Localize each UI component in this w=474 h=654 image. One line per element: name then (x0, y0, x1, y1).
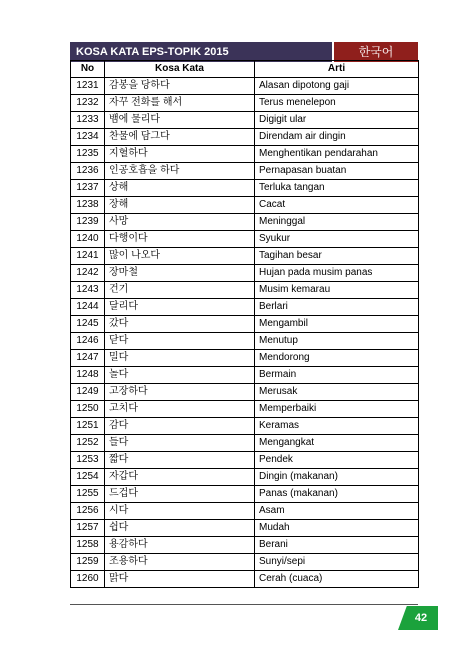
row-arti: Tagihan besar (255, 248, 419, 265)
table-row (71, 537, 419, 554)
table-row (71, 112, 419, 129)
row-number: 1233 (71, 112, 105, 129)
row-kosa-kata: 달리다 (105, 299, 255, 316)
table-row (71, 316, 419, 333)
row-arti: Mudah (255, 520, 419, 537)
row-kosa-kata: 장해 (105, 197, 255, 214)
table-row (71, 333, 419, 350)
row-number: 1238 (71, 197, 105, 214)
row-kosa-kata: 건기 (105, 282, 255, 299)
row-number: 1247 (71, 350, 105, 367)
table-row (71, 367, 419, 384)
row-arti: Menghentikan pendarahan (255, 146, 419, 163)
row-number: 1241 (71, 248, 105, 265)
row-kosa-kata: 드겁다 (105, 486, 255, 503)
row-number: 1236 (71, 163, 105, 180)
table-row (71, 469, 419, 486)
row-kosa-kata: 감봉을 당하다 (105, 78, 255, 95)
row-kosa-kata: 맑다 (105, 571, 255, 588)
row-arti: Asam (255, 503, 419, 520)
table-row (71, 231, 419, 248)
table-row (71, 401, 419, 418)
row-arti: Mengambil (255, 316, 419, 333)
row-arti: Berani (255, 537, 419, 554)
row-kosa-kata: 찬물에 담그다 (105, 129, 255, 146)
row-kosa-kata: 밀다 (105, 350, 255, 367)
row-arti: Terus menelepon (255, 95, 419, 112)
row-number: 1234 (71, 129, 105, 146)
table-row (71, 146, 419, 163)
table-row (71, 129, 419, 146)
row-kosa-kata: 자갑다 (105, 469, 255, 486)
row-kosa-kata: 용감하다 (105, 537, 255, 554)
row-arti: Keramas (255, 418, 419, 435)
row-kosa-kata: 들다 (105, 435, 255, 452)
row-arti: Terluka tangan (255, 180, 419, 197)
row-arti: Dingin (makanan) (255, 469, 419, 486)
row-arti: Sunyi/sepi (255, 554, 419, 571)
row-number: 1254 (71, 469, 105, 486)
table-row (71, 418, 419, 435)
table-row (71, 248, 419, 265)
row-number: 1259 (71, 554, 105, 571)
table-row (71, 486, 419, 503)
row-kosa-kata: 시다 (105, 503, 255, 520)
row-arti: Alasan dipotong gaji (255, 78, 419, 95)
row-number: 1256 (71, 503, 105, 520)
row-number: 1260 (71, 571, 105, 588)
page-number: 42 (414, 612, 428, 624)
row-arti: Menutup (255, 333, 419, 350)
table-row (71, 282, 419, 299)
table-row (71, 554, 419, 571)
row-kosa-kata: 다행이다 (105, 231, 255, 248)
row-arti: Panas (makanan) (255, 486, 419, 503)
row-arti: Cerah (cuaca) (255, 571, 419, 588)
row-kosa-kata: 짧다 (105, 452, 255, 469)
row-arti: Digigit ular (255, 112, 419, 129)
table-row (71, 78, 419, 95)
table-body (71, 78, 419, 588)
row-kosa-kata: 뱀에 물리다 (105, 112, 255, 129)
row-number: 1245 (71, 316, 105, 333)
row-arti: Pernapasan buatan (255, 163, 419, 180)
row-arti: Bermain (255, 367, 419, 384)
column-header-kosa-kata: Kosa Kata (105, 61, 255, 78)
row-arti: Musim kemarau (255, 282, 419, 299)
row-arti: Direndam air dingin (255, 129, 419, 146)
row-number: 1232 (71, 95, 105, 112)
row-kosa-kata: 고치다 (105, 401, 255, 418)
row-number: 1246 (71, 333, 105, 350)
row-kosa-kata: 갔다 (105, 316, 255, 333)
row-kosa-kata: 닫다 (105, 333, 255, 350)
table-row (71, 350, 419, 367)
row-number: 1240 (71, 231, 105, 248)
table-row (71, 299, 419, 316)
document-title: KOSA KATA EPS-TOPIK 2015 (70, 42, 332, 62)
row-arti: Pendek (255, 452, 419, 469)
row-arti: Hujan pada musim panas (255, 265, 419, 282)
row-kosa-kata: 사망 (105, 214, 255, 231)
row-number: 1253 (71, 452, 105, 469)
table-row (71, 163, 419, 180)
column-header-no: No (71, 61, 105, 78)
row-kosa-kata: 자꾸 전화를 해서 (105, 95, 255, 112)
row-kosa-kata: 감다 (105, 418, 255, 435)
row-kosa-kata: 놀다 (105, 367, 255, 384)
row-number: 1231 (71, 78, 105, 95)
table-row (71, 503, 419, 520)
row-number: 1248 (71, 367, 105, 384)
vocabulary-table (70, 60, 419, 588)
language-label: 한국어 (334, 42, 418, 62)
row-kosa-kata: 장마철 (105, 265, 255, 282)
table-row (71, 197, 419, 214)
row-number: 1255 (71, 486, 105, 503)
row-kosa-kata: 상해 (105, 180, 255, 197)
row-arti: Syukur (255, 231, 419, 248)
row-kosa-kata: 쉽다 (105, 520, 255, 537)
row-kosa-kata: 고장하다 (105, 384, 255, 401)
table-row (71, 571, 419, 588)
row-kosa-kata: 조용하다 (105, 554, 255, 571)
table-row (71, 384, 419, 401)
row-arti: Mendorong (255, 350, 419, 367)
row-number: 1243 (71, 282, 105, 299)
table-row (71, 214, 419, 231)
row-arti: Mengangkat (255, 435, 419, 452)
table-row (71, 520, 419, 537)
row-number: 1250 (71, 401, 105, 418)
row-arti: Memperbaiki (255, 401, 419, 418)
row-number: 1258 (71, 537, 105, 554)
row-kosa-kata: 인공호흡을 하다 (105, 163, 255, 180)
table-header-row (71, 61, 419, 78)
table-row (71, 180, 419, 197)
row-number: 1242 (71, 265, 105, 282)
row-kosa-kata: 많이 나오다 (105, 248, 255, 265)
footer-divider (70, 604, 418, 605)
row-arti: Meninggal (255, 214, 419, 231)
row-number: 1239 (71, 214, 105, 231)
table-row (71, 95, 419, 112)
row-arti: Cacat (255, 197, 419, 214)
table-row (71, 435, 419, 452)
row-number: 1252 (71, 435, 105, 452)
table-row (71, 265, 419, 282)
table-row (71, 452, 419, 469)
row-number: 1249 (71, 384, 105, 401)
row-arti: Berlari (255, 299, 419, 316)
page-header (70, 42, 418, 62)
row-number: 1257 (71, 520, 105, 537)
row-arti: Merusak (255, 384, 419, 401)
row-number: 1235 (71, 146, 105, 163)
column-header-arti: Arti (255, 61, 419, 78)
row-number: 1244 (71, 299, 105, 316)
row-number: 1237 (71, 180, 105, 197)
row-kosa-kata: 지혈하다 (105, 146, 255, 163)
row-number: 1251 (71, 418, 105, 435)
